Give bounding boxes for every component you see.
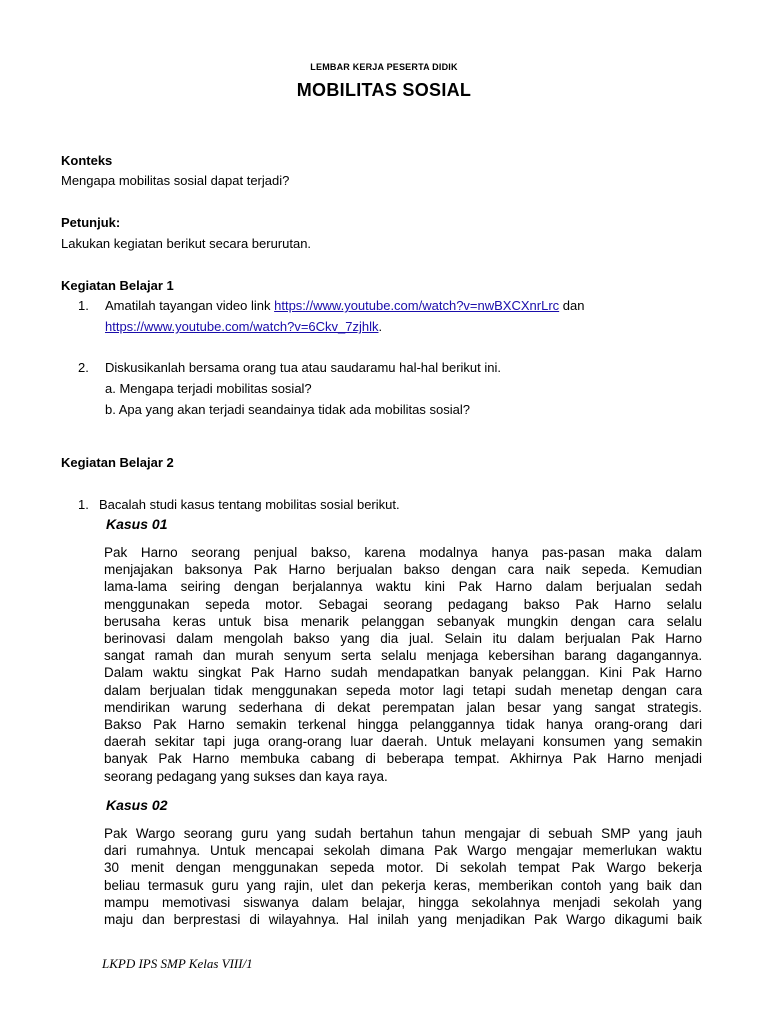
kasus-01-title: Kasus 01 — [106, 516, 168, 532]
list-item-number: 1. — [78, 298, 89, 313]
paragraph-line: berusaha keras untuk bisa menarik pelanggan sebanyak mungkin dengan cara selalu — [104, 613, 702, 629]
paragraph-line: Bakso Pak Harno semakin terkenal hingga pelanggannya tidak hanya orang-orang dari — [104, 717, 703, 733]
paragraph-line: Pak Wargo seorang guru yang sudah bertahun tahun mengajar di sebuah SMP yang jauh — [104, 826, 703, 841]
kasus-02-paragraph — [104, 825, 702, 928]
kegiatan-1-heading: Kegiatan Belajar 1 — [61, 278, 174, 293]
list-item-number: 1. — [78, 497, 89, 512]
paragraph-line: dalam berjualan tidak menggunakan sepeda motor lagi tetapi sudah menetap dengan cara — [104, 682, 703, 698]
question-a: a. Mengapa terjadi mobilitas sosial? — [105, 381, 312, 396]
kegiatan-1-item-1-cont — [105, 318, 382, 335]
paragraph-line: banyak Pak Harno membuka cabang di beberapa tempat. Akhirnya Pak Harno menjadi — [104, 751, 703, 767]
list-item-number: 2. — [78, 360, 89, 375]
paragraph-line: Dalam waktu singkat Pak Harno sudah mendapatkan banyak pelanggan. Kini Pak Harno — [104, 665, 702, 681]
conjunction-text: dan — [559, 298, 585, 313]
paragraph-line: dari rumahnya. Untuk mencapai sekolah dimana Pak Wargo mengajar memerlukan waktu — [104, 843, 702, 859]
paragraph-line: berinovasi dalam mengolah bakso yang dia jual. Selain itu dalam berjualan Pak Harno — [104, 631, 702, 647]
kegiatan-1-item-1 — [105, 297, 584, 314]
kegiatan-2-heading: Kegiatan Belajar 2 — [61, 455, 174, 470]
kegiatan-1-item-2: Diskusikanlah bersama orang tua atau saudaramu hal-hal berikut ini. — [105, 360, 501, 375]
kegiatan-2-item-1: Bacalah studi kasus tentang mobilitas sosial berikut. — [99, 497, 400, 512]
document-subtitle: LEMBAR KERJA PESERTA DIDIK — [310, 62, 458, 72]
paragraph-line: menjajakan baksonya Pak Harno berjualan bakso dengan cara naik sepeda. Kemudian — [104, 562, 702, 578]
paragraph-line: sangat ramah dan murah senyum serta selalu menjaga kebersihan barang dagangannya. — [104, 648, 703, 664]
konteks-text: Mengapa mobilitas sosial dapat terjadi? — [61, 173, 290, 188]
page-footer: LKPD IPS SMP Kelas VIII/1 — [102, 956, 253, 971]
konteks-heading: Konteks — [61, 153, 113, 168]
instruction-text: Amatilah tayangan video link — [105, 298, 275, 313]
paragraph-line: lama-lama seiring dengan berjalannya waktu kini Pak Harno dalam berjualan sedah — [104, 579, 702, 595]
petunjuk-heading: Petunjuk: — [61, 215, 121, 230]
page-title: MOBILITAS SOSIAL — [296, 80, 472, 100]
paragraph-line: menggunakan sepeda motor. Sebagai seorang pedagang bakso Pak Harno selalu — [104, 596, 702, 612]
period-text: . — [378, 319, 383, 334]
paragraph-line: maju dan berprestasi di wilayahnya. Hal inilah yang menjadikan Pak Wargo dikagumi baik — [104, 912, 703, 928]
petunjuk-text: Lakukan kegiatan berikut secara berurutan. — [61, 236, 312, 251]
paragraph-line: 30 menit dengan menggunakan sepeda motor. Di sekolah tempat Pak Wargo bekerja — [104, 860, 702, 876]
paragraph-line: daerah sekitar tapi juga orang-orang luar daerah. Untuk melayani konsumen yang semakin — [104, 734, 703, 750]
video-link-2[interactable]: https://www.youtube.com/watch?v=6Ckv_7zjhlk — [105, 319, 379, 334]
question-b: b. Apa yang akan terjadi seandainya tidak ada mobilitas sosial? — [105, 402, 470, 417]
paragraph-line: beliau termasuk guru yang rajin, ulet dan pekerja keras, memberikan contoh yang baik dan — [104, 877, 702, 893]
paragraph-line: Pak Harno seorang penjual bakso, karena modalnya hanya pas-pasan maka dalam — [104, 545, 702, 560]
paragraph-line: mendirikan warung sederhana di dekat perempatan jalan besar yang sangat strategis. — [104, 699, 702, 715]
video-link-1[interactable]: https://www.youtube.com/watch?v=nwBXCXnrLrc — [274, 298, 560, 313]
paragraph-line: seorang pedagang yang sukses dan kaya raya. — [104, 768, 388, 784]
kasus-02-title: Kasus 02 — [106, 797, 168, 813]
kasus-01-paragraph — [104, 544, 702, 785]
paragraph-line: mampu memotivasi siswanya dalam belajar, hingga sekolahnya menjadi sekolah yang — [104, 894, 702, 910]
